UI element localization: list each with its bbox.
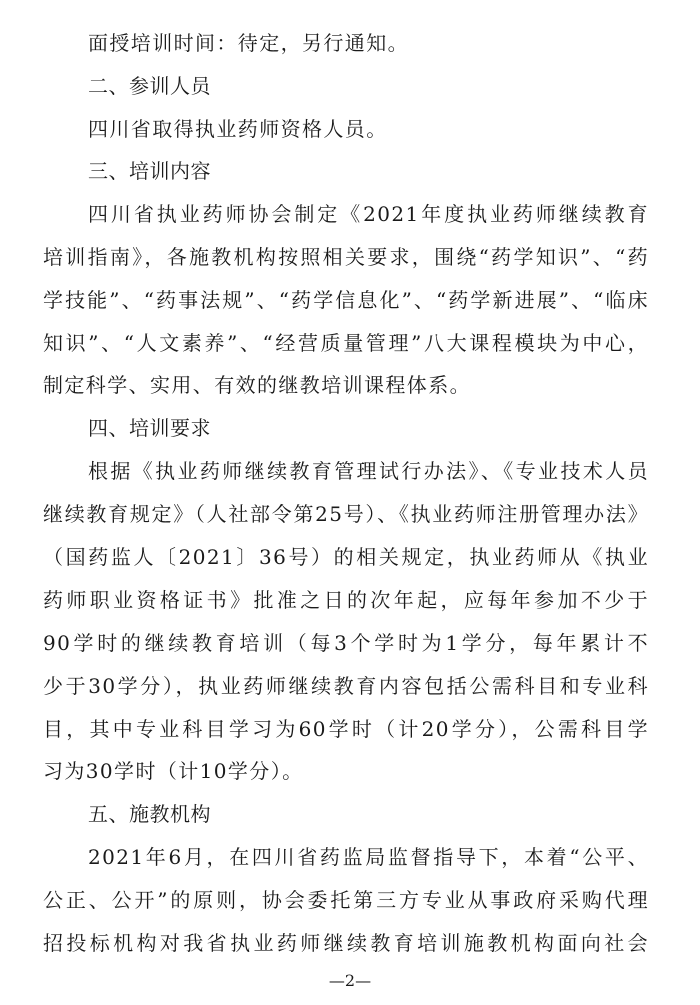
page-number: —2— — [328, 971, 372, 990]
paragraph-line: 2021年6月，在四川省药监局监督指导下，本着“公平、 — [88, 845, 649, 869]
paragraph-line: （国药监人〔2021〕36号）的相关规定，执业药师从《执业 — [43, 545, 649, 569]
paragraph-line: 继续教育规定》（人社部令第25号）、《执业药师注册管理办法》 — [43, 502, 649, 526]
paragraph-line: 制定科学、实用、有效的继教培训课程体系。 — [43, 373, 471, 397]
paragraph-line: 目，其中专业科目学习为60学时（计20学分），公需科目学 — [43, 717, 649, 741]
section-heading-content: 三、培训内容 — [88, 159, 211, 183]
paragraph-line: 习为30学时（计10学分）。 — [43, 759, 304, 783]
section-heading-institutions: 五、施教机构 — [88, 802, 211, 826]
section-heading-requirements: 四、培训要求 — [88, 416, 211, 440]
paragraph-line: 学技能”、“药事法规”、“药学信息化”、“药学新进展”、“临床 — [43, 288, 649, 312]
paragraph-line: 知识”、“人文素养”、“经营质量管理”八大课程模块为中心， — [43, 331, 649, 355]
participants-text: 四川省取得执业药师资格人员。 — [88, 117, 388, 141]
paragraph-line: 公正、公开”的原则，协会委托第三方专业从事政府采购代理 — [43, 888, 649, 912]
paragraph-line: 少于30学分），执业药师继续教育内容包括公需科目和专业科 — [43, 674, 649, 698]
paragraph-line: 药师职业资格证书》批准之日的次年起，应每年参加不少于 — [43, 588, 649, 612]
paragraph-line: 根据《执业药师继续教育管理试行办法》、《专业技术人员 — [88, 459, 649, 483]
paragraph-line: 90学时的继续教育培训（每3个学时为1学分，每年累计不 — [43, 631, 649, 655]
paragraph-line: 招投标机构对我省执业药师继续教育培训施教机构面向社会 — [43, 931, 649, 955]
paragraph-line: 四川省执业药师协会制定《2021年度执业药师继续教育 — [88, 202, 649, 226]
section-heading-participants: 二、参训人员 — [88, 74, 211, 98]
training-time-line: 面授培训时间：待定，另行通知。 — [88, 31, 409, 55]
paragraph-line: 培训指南》，各施教机构按照相关要求，围绕“药学知识”、“药 — [43, 245, 649, 269]
